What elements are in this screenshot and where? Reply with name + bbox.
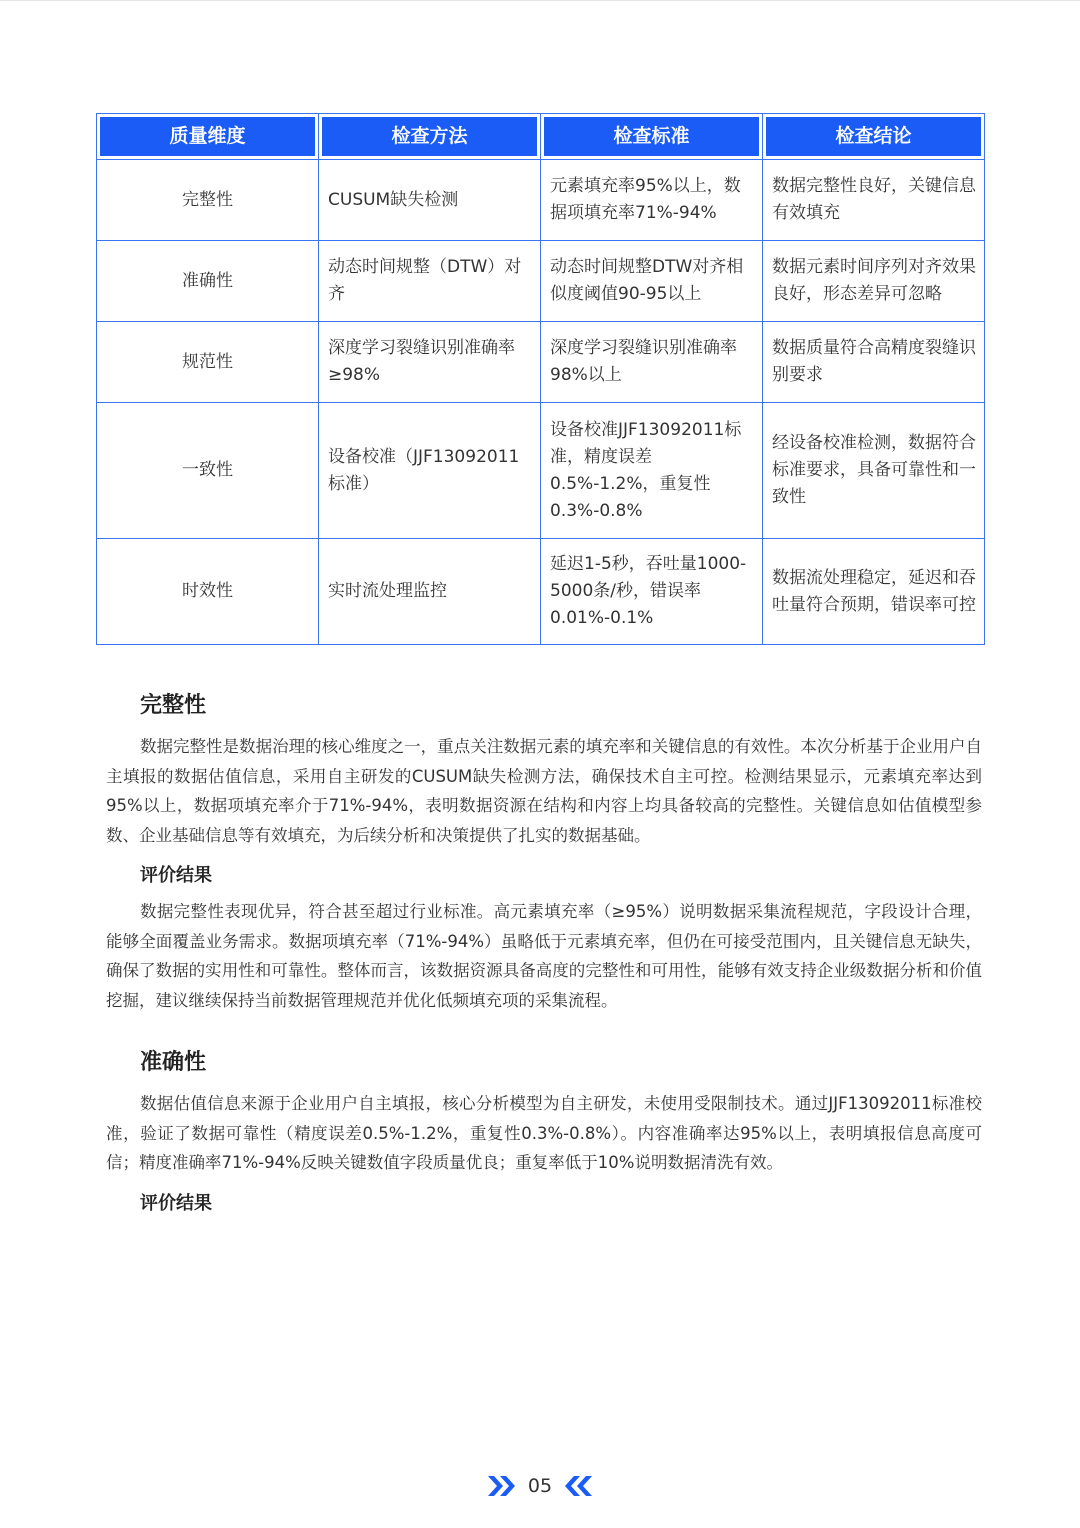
top-rule	[0, 0, 1080, 1]
page-footer	[0, 1470, 1080, 1502]
header-method: 检查方法	[319, 114, 541, 160]
eval-heading-completeness: 评价结果	[140, 865, 212, 886]
cell-standard: 设备校准JJF13092011标准，精度误差0.5%-1.2%，重复性0.3%-0.8%	[541, 403, 763, 539]
eval-heading-accuracy: 评价结果	[140, 1193, 212, 1214]
cell-method: 动态时间规整（DTW）对齐	[319, 241, 541, 322]
double-chevron-left-icon	[562, 1474, 594, 1498]
cell-dimension: 准确性	[97, 241, 319, 322]
cell-method: CUSUM缺失检测	[319, 160, 541, 241]
double-chevron-right-icon	[486, 1474, 518, 1498]
cell-dimension: 一致性	[97, 403, 319, 539]
table-row	[97, 160, 985, 241]
table-row	[97, 322, 985, 403]
table-header-row	[97, 114, 985, 160]
page-number: 05	[527, 1475, 553, 1497]
cell-conclusion: 经设备校准检测，数据符合标准要求，具备可靠性和一致性	[763, 403, 985, 539]
eval-body-completeness: 数据完整性表现优异，符合甚至超过行业标准。高元素填充率（≥95%）说明数据采集流程规范，字段设计合理，能够全面覆盖业务需求。数据项填充率（71%-94%）虽略低于元素填充率，但仍在可接受范围内，且关键信息无缺失，确保了数据的实用性和可靠性。整体而言，该数据资源具备高度的完整性和可用性，能够有效支持企业级数据分析和价值挖掘，建议继续保持当前数据管理规范并优化低频填充项的采集流程。	[106, 902, 982, 1010]
cell-conclusion: 数据质量符合高精度裂缝识别要求	[763, 322, 985, 403]
cell-conclusion: 数据完整性良好，关键信息有效填充	[763, 160, 985, 241]
header-dimension: 质量维度	[97, 114, 319, 160]
table-row	[97, 403, 985, 539]
cell-standard: 延迟1-5秒，吞吐量1000-5000条/秒，错误率0.01%-0.1%	[541, 539, 763, 645]
table-row	[97, 241, 985, 322]
cell-dimension: 规范性	[97, 322, 319, 403]
cell-dimension: 时效性	[97, 539, 319, 645]
cell-standard: 深度学习裂缝识别准确率98%以上	[541, 322, 763, 403]
section-heading-completeness: 完整性	[140, 693, 207, 718]
cell-conclusion: 数据流处理稳定，延迟和吞吐量符合预期，错误率可控	[763, 539, 985, 645]
header-standard: 检查标准	[541, 114, 763, 160]
cell-method: 深度学习裂缝识别准确率≥98%	[319, 322, 541, 403]
cell-standard: 元素填充率95%以上，数据项填充率71%-94%	[541, 160, 763, 241]
table-row	[97, 539, 985, 645]
cell-conclusion: 数据元素时间序列对齐效果良好，形态差异可忽略	[763, 241, 985, 322]
cell-standard: 动态时间规整DTW对齐相似度阈值90-95以上	[541, 241, 763, 322]
section-heading-accuracy: 准确性	[140, 1050, 207, 1075]
section-body-completeness: 数据完整性是数据治理的核心维度之一，重点关注数据元素的填充率和关键信息的有效性。本次分析基于企业用户自主填报的数据估值信息，采用自主研发的CUSUM缺失检测方法，确保技术自主可控。检测结果显示，元素填充率达到95%以上，数据项填充率介于71%-94%，表明数据资源在结构和内容上均具备较高的完整性。关键信息如估值模型参数、企业基础信息等有效填充，为后续分析和决策提供了扎实的数据基础。	[106, 737, 982, 845]
cell-dimension: 完整性	[97, 160, 319, 241]
header-conclusion: 检查结论	[763, 114, 985, 160]
section-body-accuracy: 数据估值信息来源于企业用户自主填报，核心分析模型为自主研发，未使用受限制技术。通过JJF13092011标准校准，验证了数据可靠性（精度误差0.5%-1.2%，重复性0.3%-0.8%）。内容准确率达95%以上，表明填报信息高度可信；精度准确率71%-94%反映关键数值字段质量优良；重复率低于10%说明数据清洗有效。	[106, 1094, 982, 1172]
cell-method: 设备校准（JJF13092011标准）	[319, 403, 541, 539]
cell-method: 实时流处理监控	[319, 539, 541, 645]
quality-check-table	[96, 113, 985, 645]
